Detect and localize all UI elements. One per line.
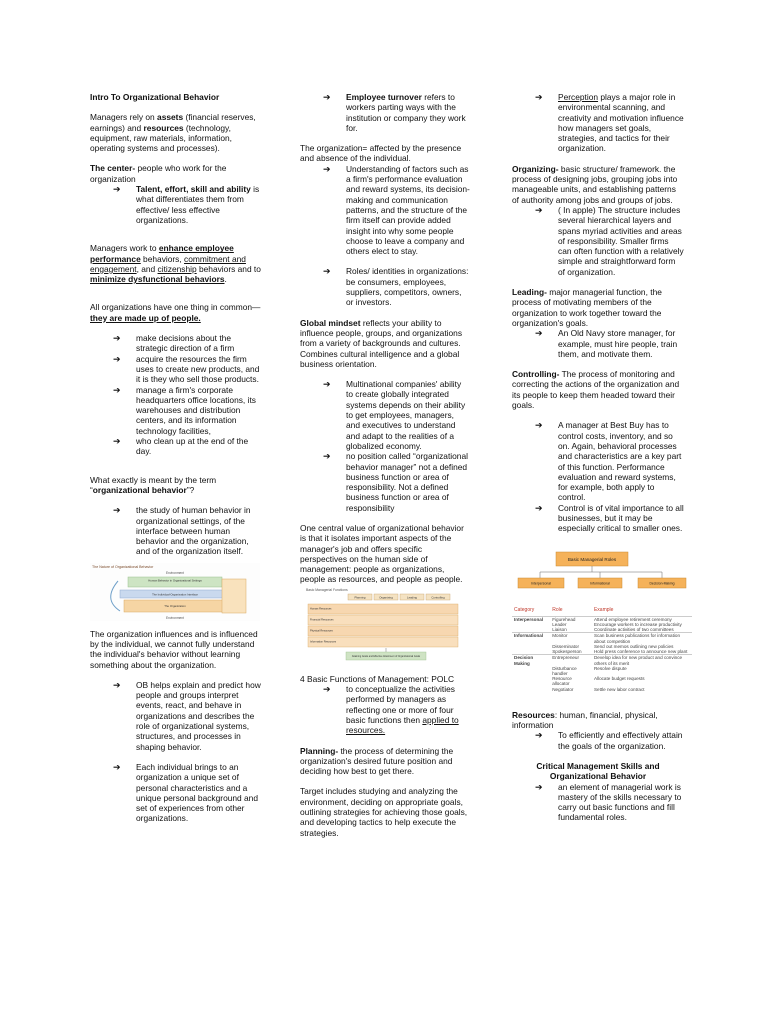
behavior-box-label: Human Behavior in Organizational Settings [148,578,202,583]
organization-box-label: The Organization [164,603,186,608]
arrow-icon: ➔ [535,502,543,513]
list-item: ➔ to conceptualize the activities performed by managers as reflecting one or more of four basic functions then applied to resources. [323,684,459,736]
center-paragraph: The center- people who work for the organization [90,163,227,184]
leading-list [512,328,684,359]
list-item: ➔ manage a firm's corporate headquarters office locations, its warehouses and distribution centers, and its information technology facilities, [113,384,256,436]
figure-title: Basic Managerial Functions [306,587,348,592]
table-row: Negotiator Settle new labor contract [552,686,645,692]
list-item: ➔ Understanding of factors such as a firm's performance evaluation and reward systems, its decision-making and communication patterns, and the structure of the firm itself can provide added insight into why some people choose to leave a company and others elect to stay. [323,163,470,257]
resource-label: Financial Resources [310,618,334,622]
list-item: ➔ an element of managerial work is mastery of the skills necessary to carry out basic functions and fill fundamental roles. [535,781,682,823]
nature-of-ob-figure [90,563,260,621]
people-list [90,333,262,457]
table-row: Disturbance handler Resolve dispute [552,665,627,676]
role-label: Informational [590,581,610,586]
arrow-icon: ➔ [535,204,543,215]
table-row: Interpersonal Figurehead Attend employee retirement ceremony [512,616,692,622]
arrow-icon: ➔ [113,505,121,516]
managerial-roles-diagram [512,538,692,600]
arrow-icon: ➔ [535,420,543,431]
list-item: ➔ A manager at Best Buy has to control costs, inventory, and so on. Again, behavioral processes and characteristics are a key part of this function. Performance evaluation and reward systems, for example, both apply to control. [535,420,682,503]
influence-paragraph: The organization influences and is influenced by the individual, we cannot fully understand the individual's behavior without learning something about the organization. [90,628,258,670]
column-3 [512,92,688,823]
list-item: ➔ Multinational companies' ability to create globally integrated systems depends on their ability to get employees, managers, and executives to understand and adapt to the realities of a globalized economy. [323,379,466,451]
managerial-functions-figure [304,587,466,662]
turnover-list [300,92,470,133]
table-row: Resource allocator Allocate budget requests [552,676,645,687]
resource-label: Physical Resources [310,629,333,633]
resources-list [512,730,684,751]
arrow-icon: ➔ [113,436,121,447]
arrow-icon: ➔ [535,730,543,741]
managerial-roles-figure [512,538,692,600]
assets-paragraph: Managers rely on assets (financial reserves, earnings) and resources (technology, equipment, raw materials, information, operating systems and processes). [90,112,256,154]
arrow-icon: ➔ [113,761,121,772]
cycle-arrow [111,581,120,611]
leading-paragraph: Leading- major managerial function, the process of motivating members of the organization to work together toward the organization's goals. [512,287,662,328]
list-item: ➔ Talent, effort, skill and ability is what differentiates them from effective/ less effective organizations. [113,184,260,225]
table-row: Decision Making Entrepreneur Develop idea for new product and convince others of its merit [512,655,692,666]
planning-paragraph: Planning- the process of determining the organization's desired future position and deciding how best to get there. [300,745,454,777]
critical-skills-heading: Critical Management Skills and Organizational Behavior [536,760,660,782]
environment-label-bottom: Environment [166,615,184,620]
function-label: Controlling [431,595,445,600]
arrow-icon: ➔ [113,679,121,690]
ob-list [90,680,262,824]
controlling-paragraph: Controlling- The process of monitoring and correcting the actions of the organization and its people to keep them headed toward their goals. [512,369,680,411]
list-item: ➔ Control is of vital importance to all businesses, but it may be especially critical to smaller ones. [535,502,684,534]
column-header: Category [514,606,535,613]
list-item: ➔ who clean up at the end of the day. [113,436,249,457]
arrow-icon: ➔ [323,163,331,174]
resources-paragraph: Resources: human, financial, physical, information [512,709,658,731]
managerial-functions-diagram [304,587,466,662]
column-2 [300,92,470,838]
doc-title: Intro To Organizational Behavior [90,92,220,102]
arrow-icon: ➔ [113,333,121,344]
arrow-icon: ➔ [535,781,543,792]
role-label: Decision-Making [649,581,675,586]
table-row: Informational Monitor Scan business publications for information about competition [512,633,692,644]
roles-table [512,604,692,692]
side-box [222,579,246,613]
table-row: Liaison Coordinate activities of two committees [552,627,674,633]
list-item: ➔ ( In apple) The structure includes several hierarchical layers and spans myriad activities and areas of responsibility. Smaller firms can often function with a relatively simple and straightforward form of organization. [535,204,684,277]
goal-box-label: Attaining Goals and Effective Attainment of Organizational Goals [351,654,421,658]
center-list [90,184,262,225]
global-list [300,379,470,513]
list-item: ➔ make decisions about the strategic direction of a firm [113,333,235,354]
nature-of-ob-diagram [90,563,260,621]
arrow-icon: ➔ [535,328,543,339]
figure-title: The Nature of Organizational Behavior [92,564,154,569]
list-item: ➔ Roles/ identities in organizations: be consumers, employees, suppliers, competitors, owners, or investors. [323,266,469,308]
interface-box-label: The Individual-Organization Interface [152,592,198,597]
organizing-paragraph: Organizing- basic structure/ framework. the process of designing jobs, grouping jobs into manageable units, and establishing patterns of authority among jobs and groups of jobs. [512,163,678,205]
column-1 [90,92,262,824]
organizing-list [512,205,684,277]
arrow-icon: ➔ [323,266,331,277]
arrow-icon: ➔ [535,92,543,102]
list-item: ➔ Employee turnover refers to workers parting ways with the institution or company they work for. [323,92,466,133]
controlling-list [512,420,684,533]
list-item: ➔ OB helps explain and predict how people and groups interpret events, react, and behave in organizations and describes the role of organizational systems, structures, and processes in shaping behavior. [113,679,261,752]
central-value-paragraph: One central value of organizational behavior is that it isolates important aspects of the manager's job and offers specific perspectives on the human side of management: people as organizations, people as resources, and people as people. [300,522,464,585]
column-header: Example [593,606,614,613]
target-paragraph: Target includes studying and analyzing the environment, deciding on appropriate goals, outlining strategies for achieving those goals, and developing tactics to help execute the strategies. [300,786,468,838]
global-mindset-paragraph: Global mindset reflects your ability to influence people, groups, and organizations from a variety of backgrounds and cultures. Combines cultural intelligence and a global business orientation. [300,317,463,369]
managers-paragraph: Managers work to enhance employee performance behaviors, commitment and engagement, and citizenship behaviors and to minimize dysfunctional behaviors. [90,243,261,285]
critical-list [512,782,684,823]
question-paragraph: What exactly is meant by the term “organizational behavior”? [90,474,217,495]
arrow-icon: ➔ [323,379,331,390]
affected-list [300,164,470,308]
roles-title: Basic Managerial Roles [567,556,617,562]
common-paragraph: All organizations have one thing in common—they are made up of people. [90,302,261,323]
function-label: Planning [354,595,366,600]
table-row: Disseminator Send out memos outlining new policies [552,643,674,649]
arrow-icon: ➔ [323,451,331,462]
affected-paragraph: The organization= affected by the presence and absence of the individual. [300,143,462,164]
perception-list [512,92,684,154]
function-label: Leading [407,595,417,600]
resource-label: Information Resources [310,640,337,644]
function-label: Organizing [379,595,393,600]
polc-list [300,684,470,735]
list-item: ➔ the study of human behavior in organizational settings, of the interface between human behavior and the organization, and of the organization itself. [113,505,251,557]
list-item: ➔ To efficiently and effectively attain the goals of the organization. [535,730,683,751]
environment-label-top: Environment [166,570,184,575]
table-row: Leader Encourage workers to increase productivity [552,622,682,628]
arrow-icon: ➔ [323,92,331,102]
table-row: Spokesperson Hold press conference to announce new plant [552,649,688,655]
list-item: ➔ Each individual brings to an organization a unique set of personal characteristics and a unique personal background and set of experiences from other organizations. [113,761,258,824]
question-list [90,505,262,556]
table-header [512,604,692,617]
list-item: ➔ acquire the resources the firm uses to create new products, and it is they who sell those products. [113,353,260,385]
role-label: Interpersonal [531,581,551,586]
arrow-icon: ➔ [113,353,121,364]
arrow-icon: ➔ [113,184,121,195]
arrow-icon: ➔ [113,384,121,395]
column-header: Role [552,606,563,613]
arrow-icon: ➔ [323,684,331,695]
polc-paragraph: 4 Basic Functions of Management: POLC [300,673,455,684]
list-item: ➔ An Old Navy store manager, for example, must hire people, train them, and motivate them. [535,328,678,359]
list-item: ➔ Perception plays a major role in environmental scanning, and creativity and motivation influence how managers set goals, strategies, and tactics for their organization. [535,92,684,154]
list-item: ➔ no position called “organizational behavior manager” not a defined business function or area of responsibility. Not a defined business function or area of responsibility [323,451,468,513]
resource-label: Human Resources [310,607,332,611]
